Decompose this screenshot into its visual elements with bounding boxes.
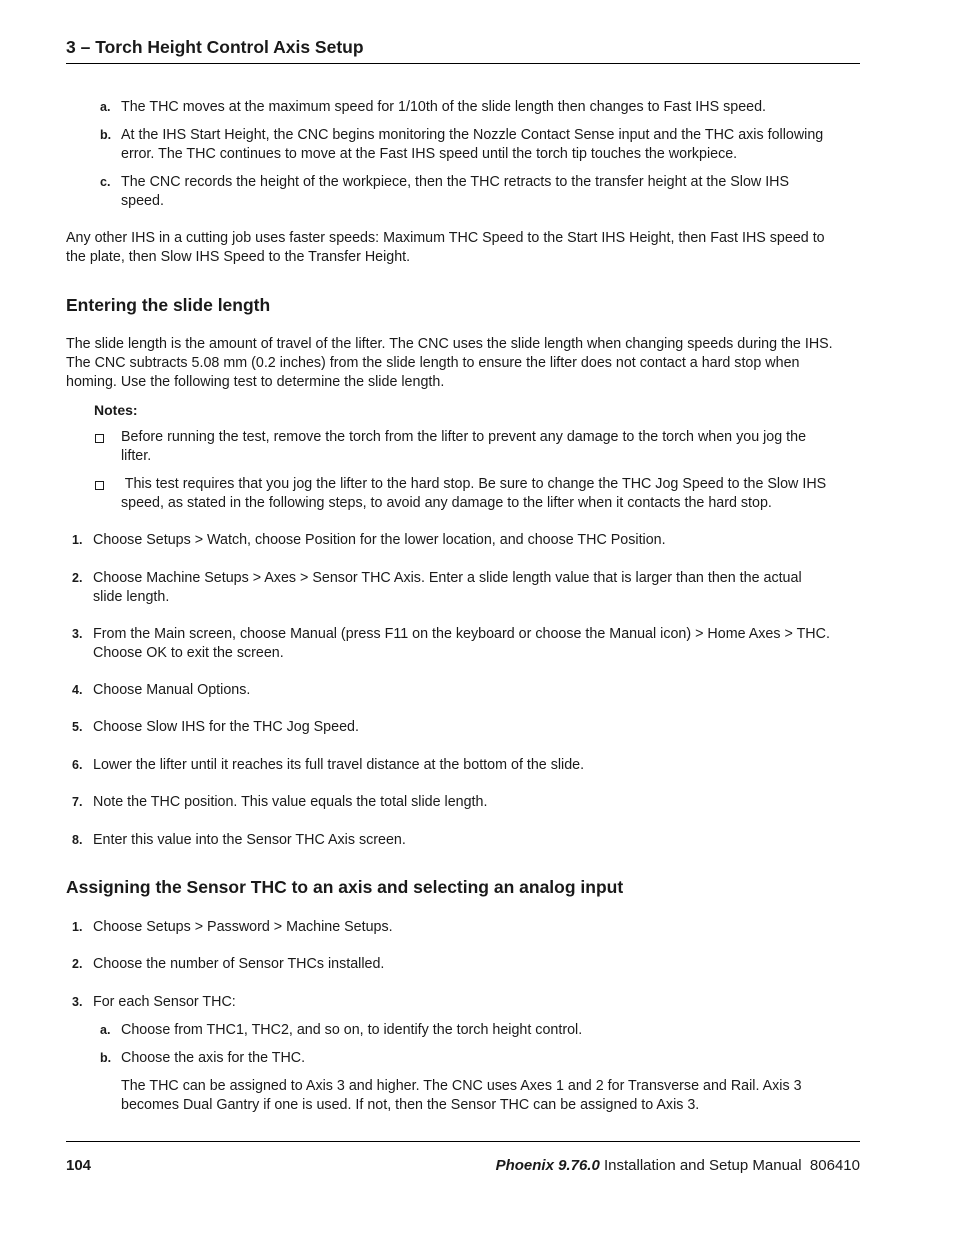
- checkbox-bullet-icon: [95, 481, 104, 490]
- step-text: slide length.: [93, 589, 170, 605]
- footer-manual-title: [496, 1157, 860, 1174]
- step-number: 2.: [72, 957, 83, 971]
- substep-text: Choose the axis for the THC.: [121, 1050, 306, 1066]
- section-heading: Entering the slide length: [66, 295, 271, 315]
- step-number: 3.: [72, 995, 83, 1009]
- step-text: Choose Setups > Password > Machine Setups.: [93, 919, 393, 935]
- note-text: This test requires that you jog the lifter to the hard stop. Be sure to change the THC Jog Speed to the Slow IHS: [121, 476, 827, 492]
- note-paragraph: The THC can be assigned to Axis 3 and higher. The CNC uses Axes 1 and 2 for Transverse and Rail. Axis 3: [121, 1078, 802, 1094]
- footer-rule: [66, 1141, 860, 1142]
- step-number: 1.: [72, 920, 83, 934]
- step-text: Choose the number of Sensor THCs installed.: [93, 956, 385, 972]
- step-number: 2.: [72, 571, 83, 585]
- note-paragraph: becomes Dual Gantry if one is used. If not, then the Sensor THC can be assigned to Axis 3.: [121, 1097, 700, 1113]
- step-text: Choose Machine Setups > Axes > Sensor THC Axis. Enter a slide length value that is larger than then the actual: [93, 570, 802, 586]
- paragraph: Any other IHS in a cutting job uses faster speeds: Maximum THC Speed to the Start IHS Height, then Fast IHS speed to: [66, 230, 825, 246]
- header-rule: [66, 63, 860, 64]
- step-text: At the IHS Start Height, the CNC begins monitoring the Nozzle Contact Sense input and the THC axis following: [121, 127, 824, 143]
- paragraph: The slide length is the amount of travel of the lifter. The CNC uses the slide length when changing speeds during the IHS.: [66, 336, 833, 352]
- step-text: The CNC records the height of the workpiece, then the THC retracts to the transfer height at the Slow IHS: [121, 174, 790, 190]
- note-text: speed, as stated in the following steps, to avoid any damage to the lifter when it contacts the hard stop.: [121, 495, 772, 511]
- step-number: 5.: [72, 720, 83, 734]
- note-text: lifter.: [121, 448, 152, 464]
- page-header-title: 3 – Torch Height Control Axis Setup: [66, 37, 364, 57]
- paragraph: The CNC subtracts 5.08 mm (0.2 inches) from the slide length to ensure the lifter does not contact a hard stop when: [66, 355, 800, 371]
- step-text: Choose Setups > Watch, choose Position for the lower location, and choose THC Position.: [93, 532, 666, 548]
- step-text: speed.: [121, 193, 164, 209]
- substep-label: b.: [100, 1051, 112, 1065]
- step-number: 6.: [72, 758, 83, 772]
- notes-label: Notes:: [94, 402, 138, 418]
- substep-text: Choose from THC1, THC2, and so on, to identify the torch height control.: [121, 1022, 583, 1038]
- product-name: Phoenix 9.76.0: [495, 1157, 600, 1174]
- paragraph: the plate, then Slow IHS Speed to the Transfer Height.: [66, 249, 411, 265]
- step-number: 7.: [72, 795, 83, 809]
- step-label: a.: [100, 100, 111, 114]
- step-text: Lower the lifter until it reaches its full travel distance at the bottom of the slide.: [93, 757, 585, 773]
- step-text: Choose Slow IHS for the THC Jog Speed.: [93, 719, 359, 735]
- note-text: Before running the test, remove the torch from the lifter to prevent any damage to the torch when you jog the: [121, 429, 807, 445]
- checkbox-bullet-icon: [95, 434, 104, 443]
- paragraph: homing. Use the following test to determine the slide length.: [66, 374, 445, 390]
- step-label: b.: [100, 128, 112, 142]
- step-text: The THC moves at the maximum speed for 1/10th of the slide length then changes to Fast IHS speed.: [121, 99, 767, 115]
- step-number: 8.: [72, 833, 83, 847]
- step-text: Enter this value into the Sensor THC Axis screen.: [93, 832, 406, 848]
- section-heading: Assigning the Sensor THC to an axis and selecting an analog input: [66, 877, 624, 897]
- manual-name: Installation and Setup Manual 806410: [599, 1157, 860, 1174]
- step-text: Choose OK to exit the screen.: [93, 645, 284, 661]
- step-number: 4.: [72, 683, 83, 697]
- step-label: c.: [100, 175, 111, 189]
- step-text: Choose Manual Options.: [93, 682, 251, 698]
- substep-label: a.: [100, 1023, 111, 1037]
- step-text: From the Main screen, choose Manual (press F11 on the keyboard or choose the Manual icon) > Home Axes > THC.: [93, 626, 830, 642]
- step-number: 3.: [72, 627, 83, 641]
- step-text: error. The THC continues to move at the Fast IHS speed until the torch tip touches the workpiece.: [121, 146, 738, 162]
- step-number: 1.: [72, 533, 83, 547]
- step-text: Note the THC position. This value equals the total slide length.: [93, 794, 488, 810]
- step-text: For each Sensor THC:: [93, 994, 236, 1010]
- page-number: 104: [66, 1157, 92, 1174]
